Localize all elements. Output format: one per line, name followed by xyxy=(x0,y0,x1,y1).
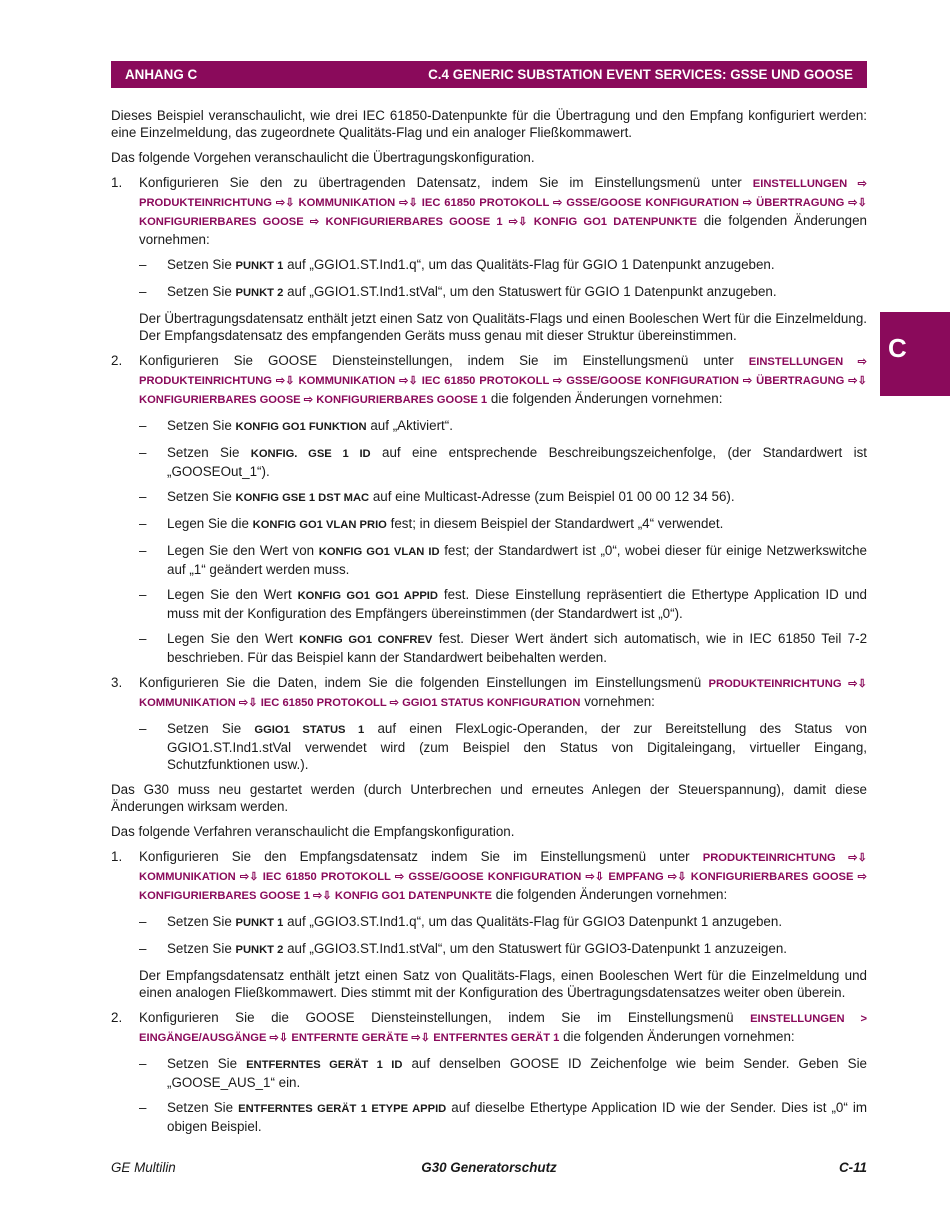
step-text: Konfigurieren Sie die GOOSE Diensteinstellungen, indem Sie im Einstellungsmenü EINSTELLUNGEN > EINGÄNGE/AUSGÄNGE ⇨⇩ ENTFERNTE GERÄTE ⇨⇩ ENTFERNTES GERÄT 1 die folgenden Änderungen vornehmen: xyxy=(139,1010,867,1044)
tx-step-2 xyxy=(111,352,867,409)
setting-name: PUNKT 1 xyxy=(235,917,284,929)
step-text: Konfigurieren Sie die Daten, indem Sie die folgenden Einstellungen im Einstellungsmenü PRODUKTEINRICHTUNG ⇨⇩ KOMMUNIKATION ⇨⇩ IEC 61850 PROTOKOLL ⇨ GGIO1 STATUS KONFIGURATION vornehmen: xyxy=(139,675,867,709)
rx-step-1-note: Der Empfangsdatensatz enthält jetzt einen Satz von Qualitäts-Flags, einen Booleschen Wert für die Einzelmeldung und einen analogen Fließkommawert. Dies stimmt mit der Konfiguration des Übertragungsdatensatzes weiter oben überein. xyxy=(139,968,867,1000)
setting-name: PUNKT 2 xyxy=(235,287,284,299)
step-number: 1. xyxy=(111,849,123,864)
section-header-bar xyxy=(111,61,867,88)
tx-step-3 xyxy=(111,674,867,712)
list-item: – Legen Sie den Wert KONFIG GO1 CONFREV fest. Dieser Wert ändert sich automatisch, wie in IEC 61850 Teil 7-2 beschrieben. Für das Beispiel kann der Standardwert beibehalten werden. xyxy=(139,631,868,665)
list-item: – Setzen Sie ENTFERNTES GERÄT 1 ETYPE APPID auf dieselbe Ethertype Application ID wie der Sender. Dies ist „0“ im obigen Beispiel. xyxy=(139,1100,867,1134)
tx-step-2-details xyxy=(139,417,867,666)
restart-paragraph: Das G30 muss neu gestartet werden (durch Unterbrechen und erneutes Anlegen der Steuerspannung), damit diese Änderungen wirksam werden. xyxy=(111,782,867,814)
list-item: – Setzen Sie ENTFERNTES GERÄT 1 ID auf denselben GOOSE ID Zeichenfolge wie beim Sender. Geben Sie „GOOSE_AUS_1“ ein. xyxy=(139,1056,867,1090)
footer-product: G30 Generatorschutz xyxy=(421,1160,557,1175)
step-text: Konfigurieren Sie den Empfangsdatensatz indem Sie im Einstellungsmenü unter PRODUKTEINRICHTUNG ⇨⇩ KOMMUNIKATION ⇨⇩ IEC 61850 PROTOKOLL ⇨ GSSE/GOOSE KONFIGURATION ⇨⇩ EMPFANG ⇨⇩ KONFIGURIERBARES GOOSE ⇨ KONFIGURIERBARES GOOSE 1 ⇨⇩ KONFIG GO1 DATENPUNKTE die folgenden Änderungen vornehmen: xyxy=(139,849,867,902)
list-item: – Setzen Sie GGIO1 STATUS 1 auf einen FlexLogic-Operanden, der zur Bereitstellung des Status von GGIO1.ST.Ind1.stVal verwendet wird (zum Beispiel den Status von Digitaleingang, virtueller Eingang, Schutzfunktionen usw.). xyxy=(139,721,868,772)
rx-step-1 xyxy=(111,848,867,905)
page-content xyxy=(111,107,867,1135)
list-item: – Setzen Sie PUNKT 2 auf „GGIO1.ST.Ind1.stVal“, um den Statuswert für GGIO 1 Datenpunkt anzugeben. xyxy=(139,284,777,299)
list-item: – Setzen Sie PUNKT 2 auf „GGIO3.ST.Ind1.stVal“, um den Statuswert für GGIO3-Datenpunkt 1 anzuzeigen. xyxy=(139,941,787,956)
tx-intro-paragraph: Das folgende Vorgehen veranschaulicht die Übertragungskonfiguration. xyxy=(111,150,535,165)
rx-step-2 xyxy=(111,1009,867,1047)
list-item: – Setzen Sie PUNKT 1 auf „GGIO3.ST.Ind1.q“, um das Qualitäts-Flag für GGIO3 Datenpunkt 1 anzugeben. xyxy=(139,914,783,929)
setting-name: KONFIG GO1 VLAN ID xyxy=(318,546,440,558)
list-item: – Setzen Sie PUNKT 1 auf „GGIO1.ST.Ind1.q“, um das Qualitäts-Flag für GGIO 1 Datenpunkt anzugeben. xyxy=(139,257,775,272)
section-title: C.4 GENERIC SUBSTATION EVENT SERVICES: GSSE UND GOOSE xyxy=(428,67,853,82)
list-item: – Legen Sie die KONFIG GO1 VLAN PRIO fest; in diesem Beispiel der Standardwert „4“ verwendet. xyxy=(139,516,724,531)
tx-step-1-note: Der Übertragungsdatensatz enthält jetzt einen Satz von Qualitäts-Flags und einen Booleschen Wert für die Einzelmeldung. Der Empfangsdatensatz des empfangenden Geräts muss genau mit dieser Struktur übereinstimmen. xyxy=(139,311,867,343)
menu-path: PRODUKTEINRICHTUNG ⇨⇩ KOMMUNIKATION ⇨⇩ IEC 61850 PROTOKOLL ⇨ GGIO1 STATUS KONFIGURATION xyxy=(139,678,867,709)
menu-path: PRODUKTEINRICHTUNG ⇨⇩ KOMMUNIKATION ⇨⇩ IEC 61850 PROTOKOLL ⇨ GSSE/GOOSE KONFIGURATION ⇨⇩ EMPFANG ⇨⇩ KONFIGURIERBARES GOOSE ⇨ KONFIGURIERBARES GOOSE 1 ⇨⇩ KONFIG GO1 DATENPUNKTE xyxy=(139,852,867,902)
tx-step-1-details xyxy=(139,256,867,344)
step-number: 2. xyxy=(111,1010,123,1025)
list-item: – Legen Sie den Wert von KONFIG GO1 VLAN ID fest; der Standardwert ist „0“, wobei dieser für einige Netzwerkswitche auf „1“ geändert werden muss. xyxy=(139,543,867,577)
page-number: C-11 xyxy=(838,1160,867,1175)
step-text: Konfigurieren Sie GOOSE Diensteinstellungen, indem Sie im Einstellungsmenü unter EINSTELLUNGEN ⇨ PRODUKTEINRICHTUNG ⇨⇩ KOMMUNIKATION ⇨⇩ IEC 61850 PROTOKOLL ⇨ GSSE/GOOSE KONFIGURATION ⇨ ÜBERTRAGUNG ⇨⇩ KONFIGURIERBARES GOOSE ⇨ KONFIGURIERBARES GOOSE 1 die folgenden Änderungen vornehmen: xyxy=(139,353,867,406)
setting-name: KONFIG GO1 FUNKTION xyxy=(235,421,367,433)
list-item: – Setzen Sie KONFIG GSE 1 DST MAC auf eine Multicast-Adresse (zum Beispiel 01 00 00 12 34 56). xyxy=(139,489,735,504)
menu-path: EINSTELLUNGEN ⇨ PRODUKTEINRICHTUNG ⇨⇩ KOMMUNIKATION ⇨⇩ IEC 61850 PROTOKOLL ⇨ GSSE/GOOSE KONFIGURATION ⇨ ÜBERTRAGUNG ⇨⇩ KONFIGURIERBARES GOOSE ⇨ KONFIGURIERBARES GOOSE 1 xyxy=(139,356,867,406)
list-item: – Setzen Sie KONFIG GO1 FUNKTION auf „Aktiviert“. xyxy=(139,418,453,433)
side-tab-letter: C xyxy=(888,333,907,363)
menu-path: EINSTELLUNGEN > EINGÄNGE/AUSGÄNGE ⇨⇩ ENTFERNTE GERÄTE ⇨⇩ ENTFERNTES GERÄT 1 xyxy=(139,1013,867,1044)
setting-name: GGIO1 STATUS 1 xyxy=(254,724,365,736)
page-footer xyxy=(111,1159,867,1177)
intro-paragraph: Dieses Beispiel veranschaulicht, wie drei IEC 61850-Datenpunkte für die Übertragung und den Empfang konfiguriert werden: eine Einzelmeldung, das zugeordnete Qualitäts-Flag und ein analoger Fließkommawert. xyxy=(111,108,867,140)
menu-path: EINSTELLUNGEN ⇨ PRODUKTEINRICHTUNG ⇨⇩ KOMMUNIKATION ⇨⇩ IEC 61850 PROTOKOLL ⇨ GSSE/GOOSE KONFIGURATION ⇨ ÜBERTRAGUNG ⇨⇩ KONFIGURIERBARES GOOSE ⇨ KONFIGURIERBARES GOOSE 1 ⇨⇩ KONFIG GO1 DATENPUNKTE xyxy=(139,178,867,228)
step-number: 3. xyxy=(111,675,123,690)
setting-name: ENTFERNTES GERÄT 1 ETYPE APPID xyxy=(238,1103,447,1115)
rx-intro-paragraph: Das folgende Verfahren veranschaulicht die Empfangskonfiguration. xyxy=(111,824,515,839)
step-number: 1. xyxy=(111,175,123,190)
setting-name: PUNKT 2 xyxy=(235,944,284,956)
setting-name: PUNKT 1 xyxy=(235,260,284,272)
appendix-side-tab xyxy=(880,312,950,396)
tx-step-3-details xyxy=(139,720,867,773)
tx-step-1 xyxy=(111,174,867,248)
setting-name: KONFIG GO1 VLAN PRIO xyxy=(252,519,387,531)
setting-name: KONFIG. GSE 1 ID xyxy=(250,448,371,460)
step-text: Konfigurieren Sie den zu übertragenden Datensatz, indem Sie im Einstellungsmenü unter EINSTELLUNGEN ⇨ PRODUKTEINRICHTUNG ⇨⇩ KOMMUNIKATION ⇨⇩ IEC 61850 PROTOKOLL ⇨ GSSE/GOOSE KONFIGURATION ⇨ ÜBERTRAGUNG ⇨⇩ KONFIGURIERBARES GOOSE ⇨ KONFIGURIERBARES GOOSE 1 ⇨⇩ KONFIG GO1 DATENPUNKTE die folgenden Änderungen vornehmen: xyxy=(139,175,868,247)
setting-name: KONFIG GSE 1 DST MAC xyxy=(235,492,370,504)
appendix-label: ANHANG C xyxy=(125,67,198,82)
list-item: – Setzen Sie KONFIG. GSE 1 ID auf eine entsprechende Beschreibungszeichenfolge, (der Standardwert ist „GOOSEOut_1“). xyxy=(139,445,868,479)
setting-name: KONFIG GO1 CONFREV xyxy=(299,634,433,646)
setting-name: ENTFERNTES GERÄT 1 ID xyxy=(246,1059,403,1071)
step-number: 2. xyxy=(111,353,123,368)
rx-step-1-details xyxy=(139,913,867,1001)
rx-step-2-details xyxy=(139,1055,867,1135)
footer-company: GE Multilin xyxy=(111,1160,176,1175)
setting-name: KONFIG GO1 GO1 APPID xyxy=(297,590,438,602)
list-item: – Legen Sie den Wert KONFIG GO1 GO1 APPID fest. Diese Einstellung repräsentiert die Ethertype Application ID und muss mit der Konfiguration des Empfängers übereinstimmen (der Standardwert ist „0“). xyxy=(139,587,868,621)
